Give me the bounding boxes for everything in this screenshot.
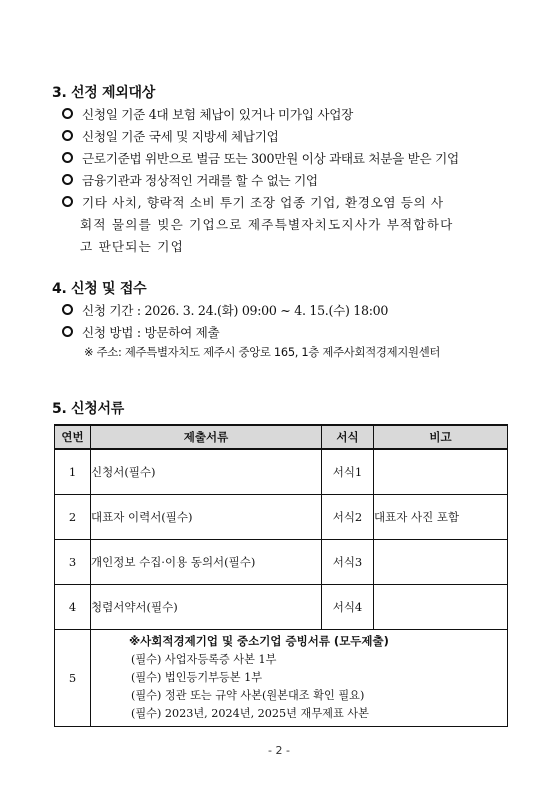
remarks: 대표자 사진 포함 [374, 495, 508, 540]
section3-item-2: 신청일 기준 국세 및 지방세 체납기업 [62, 126, 279, 145]
form-number: 서식3 [322, 540, 374, 585]
proof-document-line: (필수) 정관 또는 규약 사본(원본대조 확인 필요) [131, 689, 365, 702]
section3-item-5-continuation-2: 고 판단되는 기업 [80, 239, 184, 254]
documents-table [54, 424, 508, 727]
page-number: - 2 - [268, 744, 290, 757]
circle-bullet-icon [62, 196, 73, 207]
circle-bullet-icon [62, 152, 73, 163]
section5-heading: 5. 신청서류 [52, 401, 124, 417]
document-name: 대표자 이력서(필수) [91, 495, 322, 540]
table-header-row [55, 425, 508, 449]
document-name: 신청서(필수) [91, 449, 322, 495]
proof-documents-title: ※사회적경제기업 및 중소기업 증빙서류 (모두제출) [129, 634, 389, 648]
section3-item-1: 신청일 기준 4대 보험 체납이 있거나 미가입 사업장 [62, 104, 353, 123]
row-number: 3 [55, 540, 91, 585]
header-remarks: 비고 [374, 425, 508, 449]
table-row [55, 495, 508, 540]
proof-document-line: (필수) 법인등기부등본 1부 [131, 671, 263, 684]
row-number: 2 [55, 495, 91, 540]
remarks [374, 540, 508, 585]
section3-item-5: 기타 사치, 향락적 소비 투기 조장 업종 기업, 환경오염 등의 사 [62, 192, 444, 211]
proof-document-line: (필수) 2023년, 2024년, 2025년 재무제표 사본 [131, 707, 369, 720]
address-note: ※ 주소: 제주특별자치도 제주시 중앙로 165, 1층 제주사회적경제지원센터 [84, 345, 441, 359]
row-number: 1 [55, 449, 91, 495]
header-no: 연번 [55, 425, 91, 449]
section3-item-4: 금융기관과 정상적인 거래를 할 수 없는 기업 [62, 170, 318, 189]
section3-item-5-continuation-1: 회적 물의를 빚은 기업으로 제주특별자치도지사가 부적합하다 [80, 217, 454, 232]
circle-bullet-icon [62, 326, 73, 337]
proof-document-line: (필수) 사업자등록증 사본 1부 [131, 653, 277, 666]
section3-item-3: 근로기준법 위반으로 벌금 또는 300만원 이상 과태료 처분을 받은 기업 [62, 148, 459, 167]
proof-documents-cell [91, 630, 508, 727]
form-number: 서식1 [322, 449, 374, 495]
form-number: 서식4 [322, 585, 374, 630]
section4-item-method: 신청 방법 : 방문하여 제출 [62, 322, 219, 341]
section4-item-period: 신청 기간 : 2026. 3. 24.(화) 09:00 ~ 4. 15.(수) 18:00 [62, 300, 388, 319]
row-number: 4 [55, 585, 91, 630]
header-form: 서식 [322, 425, 374, 449]
form-number: 서식2 [322, 495, 374, 540]
table-row [55, 540, 508, 585]
circle-bullet-icon [62, 108, 73, 119]
table-row [55, 585, 508, 630]
document-name: 개인정보 수집·이용 동의서(필수) [91, 540, 322, 585]
header-document: 제출서류 [91, 425, 322, 449]
section3-heading: 3. 선정 제외대상 [52, 85, 155, 101]
table-row [55, 449, 508, 495]
circle-bullet-icon [62, 174, 73, 185]
section4-heading: 4. 신청 및 접수 [52, 281, 147, 297]
table-row [55, 630, 508, 727]
circle-bullet-icon [62, 130, 73, 141]
remarks [374, 585, 508, 630]
document-name: 청렴서약서(필수) [91, 585, 322, 630]
circle-bullet-icon [62, 304, 73, 315]
row-number: 5 [55, 630, 91, 727]
remarks [374, 449, 508, 495]
